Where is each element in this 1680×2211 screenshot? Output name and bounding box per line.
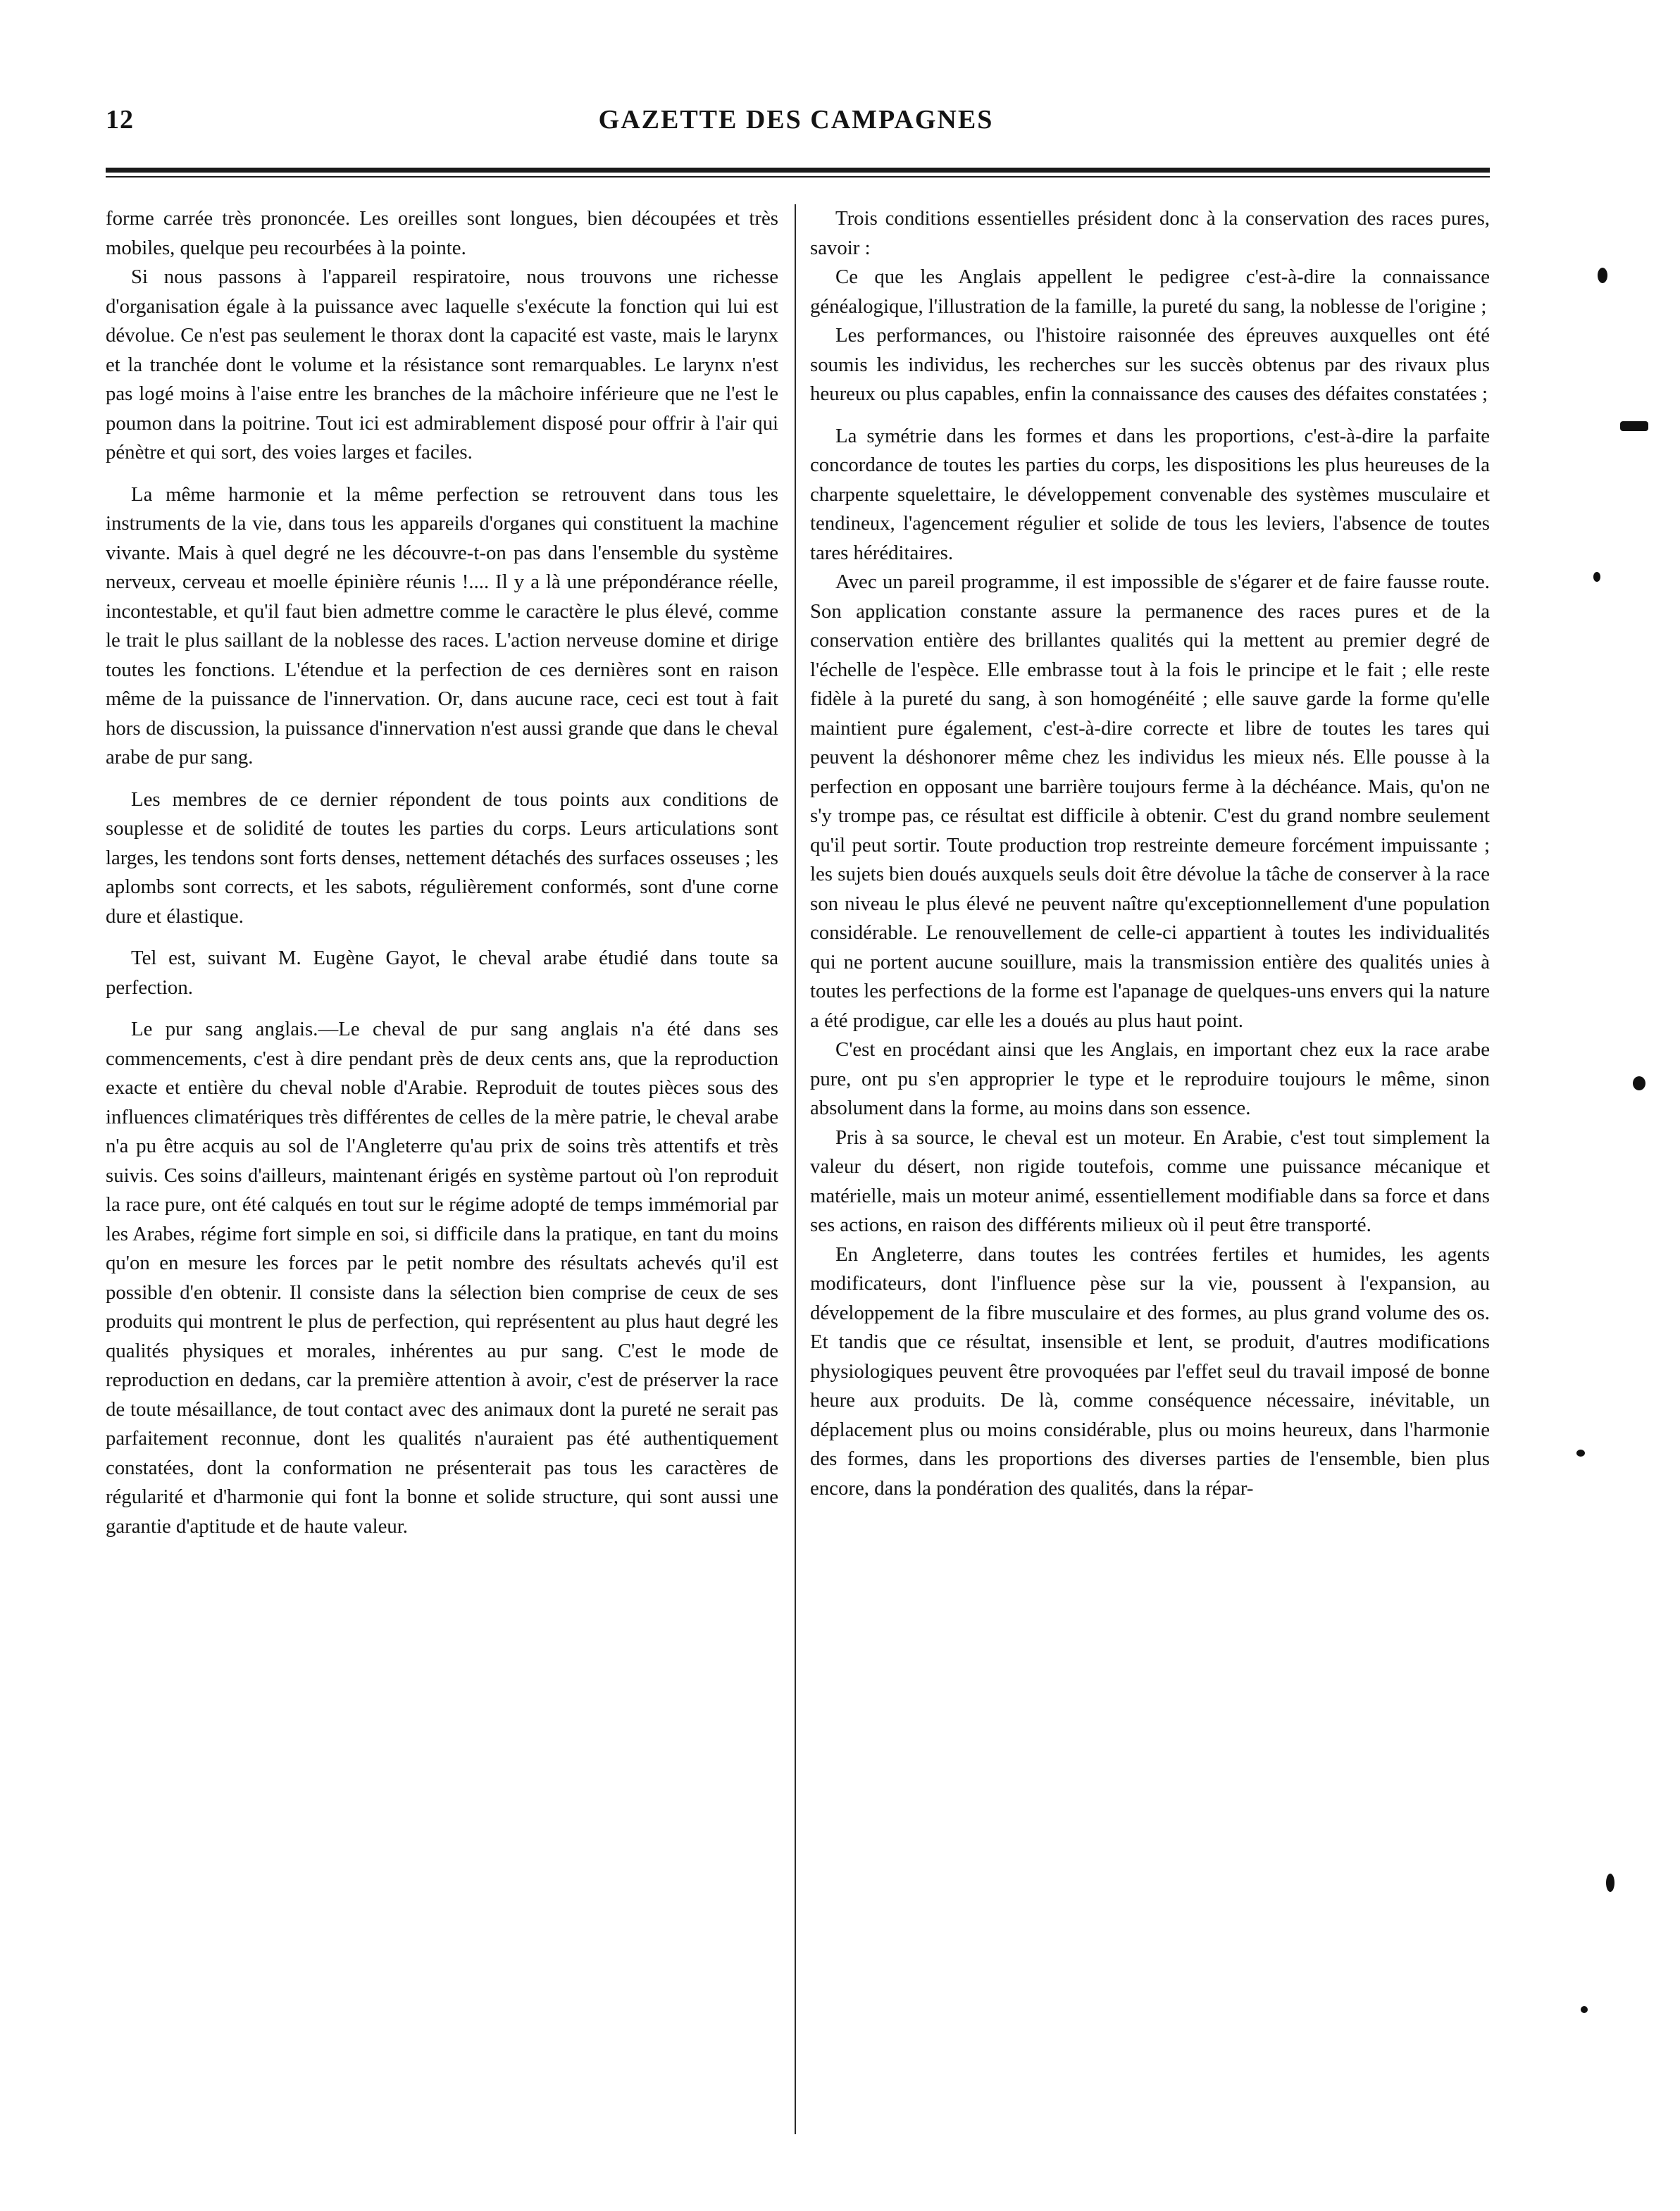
- ink-speck: [1598, 268, 1607, 283]
- paragraph: En Angleterre, dans toutes les contrées fertiles et humides, les agents modificateurs, dont l'influence pèse sur la vie, poussent à l'expansion, au développement de la fibre musculaire et des formes, au plus grand volume des os. Et tandis que ce résultat, insensible et lent, se produit, d'autres modifications physiologiques peuvent être provoquées par l'effet seul du travail imposé de bonne heure aux produits. De là, comme conséquence nécessaire, inévitable, un déplacement plus ou moins considérable, plus ou moins heureux, dans l'harmonie des formes, dans les proportions des diverses parties de l'ensemble, bien plus encore, dans la pondération des qualités, dans la répar-: [810, 1242, 1490, 1500]
- paragraph: La symétrie dans les formes et dans les proportions, c'est-à-dire la parfaite concordance de toutes les parties du corps, les dispositions les plus heureuses de la charpente squelettaire, le développement convenable des systèmes musculaire et tendineux, l'agencement régulier et solide de tous les leviers, l'absence de toutes tares héréditaires.: [810, 424, 1490, 564]
- left-column: [106, 204, 778, 1541]
- right-column: [810, 204, 1490, 1503]
- paragraph: C'est en procédant ainsi que les Anglais, en important chez eux la race arabe pure, ont pu s'en approprier le type et le reproduire toujours le même, sinon absolument dans la forme, au moins dans son essence.: [810, 1038, 1490, 1119]
- ink-speck: [1633, 1076, 1645, 1090]
- paragraph: forme carrée très prononcée. Les oreilles sont longues, bien découpées et très mobiles, quelque peu recourbées à la pointe.: [106, 207, 778, 259]
- paragraph: La même harmonie et la même perfection se retrouvent dans tous les instruments de la vie, dans tous les appareils d'organes qui constituent la machine vivante. Mais à quel degré ne les découvre-t-on pas dans l'ensemble du système nerveux, cerveau et moelle épinière réunis !.... Il y a là une prépondérance réelle, incontestable, et qu'il faut bien admettre comme le caractère le plus élevé, comme le trait le plus saillant de la noblesse des races. L'action nerveuse domine et dirige toutes les fonctions. L'étendue et la perfection de ces dernières sont en raison même de la puissance de l'innervation. Or, dans aucune race, ceci est tout à fait hors de discussion, la puissance d'innervation n'est aussi grande que dans le cheval arabe de pur sang.: [106, 482, 778, 768]
- column-divider: [795, 204, 796, 2134]
- ink-speck: [1620, 421, 1648, 431]
- header-rule-thick: [106, 168, 1490, 173]
- paragraph: Pris à sa source, le cheval est un moteur. En Arabie, c'est tout simplement la valeur du désert, non rigide toutefois, comme une puissance mécanique et matérielle, mais un moteur animé, essentiellement modifiable dans sa force et dans ses actions, en raison des différents milieux où il peut être transporté.: [810, 1126, 1490, 1236]
- paragraph: Les performances, ou l'histoire raisonnée des épreuves auxquelles ont été soumis les individus, les recherches sur les succès obtenus par des rivaux plus heureux ou plus capables, enfin la connaissance des causes des défaites constatées ;: [810, 324, 1490, 405]
- ink-speck: [1576, 1450, 1585, 1457]
- ink-speck: [1581, 2006, 1588, 2013]
- ink-speck: [1606, 1874, 1614, 1892]
- page-number: 12: [106, 105, 134, 135]
- paragraph: Le pur sang anglais.—Le cheval de pur sang anglais n'a été dans ses commencements, c'est à dire pendant près de deux cents ans, que la reproduction exacte et entière du cheval noble d'Arabie. Reproduit de toutes pièces sous des influences climatériques très différentes de celles de la mère patrie, le cheval arabe n'a pu être acquis au sol de l'Angleterre qu'au prix de soins très attentifs et très suivis. Ces soins d'ailleurs, maintenant érigés en système partout où l'on reproduit la race pure, ont été calqués en tout sur le régime adopté de temps immémorial par les Arabes, régime fort simple en soi, si difficile dans la pratique, en tant du moins qu'on en mesure les forces par le petit nombre des résultats achevés qu'il est possible d'en obtenir. Il consiste dans la sélection bien comprise de ceux de ses produits qui montrent le plus de perfection, qui représentent au plus haut degré les qualités physiques et morales, inhérentes au pur sang. C'est le mode de reproduction en dedans, car la première attention à avoir, c'est de préserver la race de toute mésaillance, de tout contact avec des animaux dont la pureté ne serait pas parfaitement reconnue, dont les qualités n'auraient pas été authentiquement constatées, dont la conformation ne présenterait pas tous les caractères de régularité et d'harmonie qui font la bonne et solide structure, qui sont aussi une garantie d'aptitude et de haute valeur.: [106, 1018, 778, 1538]
- paragraph: Les membres de ce dernier répondent de tous points aux conditions de souplesse et de solidité de toutes les parties du corps. Leurs articulations sont larges, les tendons sont forts denses, nettement détachés des surfaces osseuses ; les aplombs sont corrects, et les sabots, régulièrement conformés, sont d'une corne dure et élastique.: [106, 787, 778, 928]
- paragraph: Avec un pareil programme, il est impossible de s'égarer et de faire fausse route. Son application constante assure la permanence des races pures et de la conservation entière des brillantes qualités qui la mettent au premier degré de l'échelle de l'espèce. Elle embrasse tout à la fois le principe et le fait ; elle reste fidèle à la pureté du sang, à son homogénéité ; elle sauve garde la forme qu'elle maintient pure également, c'est-à-dire correcte et libre de toutes les tares qui peuvent la déshonorer même chez les individus les mieux nés. Elle pousse à la perfection en opposant une barrière toujours ferme à la déchéance. Mais, qu'on ne s'y trompe pas, ce résultat est difficile à obtenir. C'est du grand nombre seulement qu'il peut sortir. Toute production trop restreinte demeure forcément impuissante ; les sujets bien doués auxquels seuls doit être dévolue la tâche de conserver à la race son niveau le plus élevé ne peuvent naître qu'exceptionnellement d'une population considérable. Le renouvellement de celle-ci appartient à toutes les individualités qui ne portent aucune souillure, mais la transmission entière des qualités unies à toutes les perfections de la forme est l'apanage de quelques-uns envers qui la nature a été prodigue, car elle les a doués au plus haut point.: [810, 571, 1490, 1032]
- paragraph: Ce que les Anglais appellent le pedigree c'est-à-dire la connaissance généalogique, l'illustration de la famille, la pureté du sang, la noblesse de l'origine ;: [810, 266, 1490, 318]
- running-title: GAZETTE DES CAMPAGNES: [598, 105, 994, 135]
- paragraph: Si nous passons à l'appareil respiratoire, nous trouvons une richesse d'organisation égale à la puissance avec laquelle s'exécute la fonction qui lui est dévolue. Ce n'est pas seulement le thorax dont la capacité est vaste, mais le larynx et la tranchée dont le volume et la résistance sont remarquables. Le larynx n'est pas logé moins à l'aise entre les branches de la mâchoire inférieure que ne l'est le poumon dans la poitrine. Tout ici est admirablement disposé pour offrir à l'air qui pénètre et qui sort, des voies larges et faciles.: [106, 266, 778, 463]
- paragraph: Trois conditions essentielles président donc à la conservation des races pures, savoir :: [810, 207, 1490, 259]
- page-header: [106, 104, 1486, 147]
- ink-speck: [1593, 572, 1600, 582]
- paragraph: Tel est, suivant M. Eugène Gayot, le cheval arabe étudié dans toute sa perfection.: [106, 947, 778, 999]
- header-rule-thin: [106, 176, 1490, 177]
